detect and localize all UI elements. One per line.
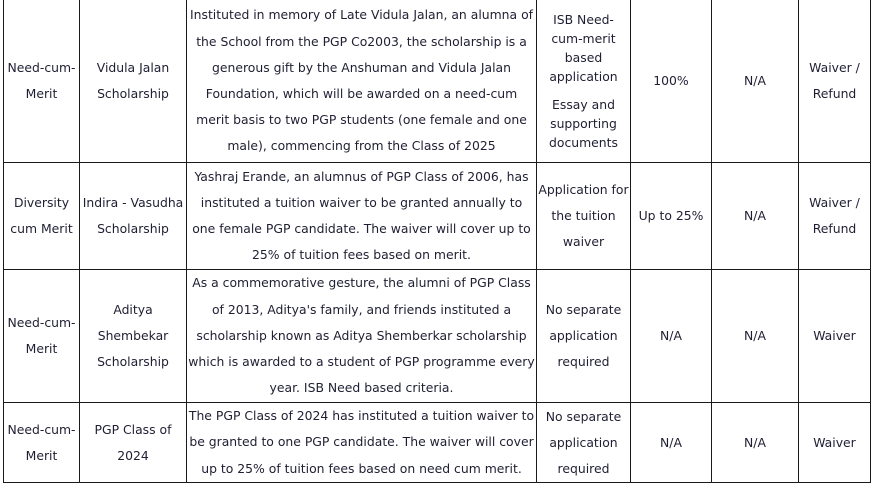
amount-cell: 100% bbox=[631, 0, 712, 163]
scholarship-name-cell: Aditya Shembekar Scholarship bbox=[80, 270, 187, 403]
scholarship-table bbox=[3, 0, 871, 483]
scholarship-name-cell: PGP Class of 2024 bbox=[80, 403, 187, 483]
amount-cell: Up to 25% bbox=[631, 163, 712, 270]
table-row bbox=[4, 270, 871, 403]
scholarship-name-cell: Indira - Vasudha Scholarship bbox=[80, 163, 187, 270]
amount-cell: N/A bbox=[631, 403, 712, 483]
column-six-cell: N/A bbox=[712, 0, 799, 163]
type-cell: Waiver / Refund bbox=[799, 163, 871, 270]
table-row bbox=[4, 403, 871, 483]
category-cell: Need-cum-Merit bbox=[4, 403, 80, 483]
description-cell: Instituted in memory of Late Vidula Jalan, an alumna of the School from the PGP Co2003, the scholarship is a generous gift by the Anshuman and Vidula Jalan Foundation, which will be awarded on a need-cum merit basis to two PGP students (one female and one male), commencing from the Class of 2025 bbox=[187, 0, 537, 163]
requirement-cell: No separate application required bbox=[537, 270, 631, 403]
table-row bbox=[4, 0, 871, 163]
requirement-extra-text: Essay and supporting documents bbox=[549, 96, 618, 150]
category-cell: Diversity cum Merit bbox=[4, 163, 80, 270]
column-six-cell: N/A bbox=[712, 403, 799, 483]
requirement-cell bbox=[537, 0, 631, 163]
amount-cell: N/A bbox=[631, 270, 712, 403]
column-six-cell: N/A bbox=[712, 163, 799, 270]
type-cell: Waiver / Refund bbox=[799, 0, 871, 163]
description-cell: As a commemorative gesture, the alumni of PGP Class of 2013, Aditya's family, and friends instituted a scholarship known as Aditya Shemberkar scholarship which is awarded to a student of PGP programme every year. ISB Need based criteria. bbox=[187, 270, 537, 403]
column-six-cell: N/A bbox=[712, 270, 799, 403]
requirement-text: ISB Need-cum-merit based application bbox=[549, 11, 618, 85]
scholarship-name-cell: Vidula Jalan Scholarship bbox=[80, 0, 187, 163]
type-cell: Waiver bbox=[799, 270, 871, 403]
description-cell: The PGP Class of 2024 has instituted a tuition waiver to be granted to one PGP candidate. The waiver will cover up to 25% of tuition fees based on need cum merit. bbox=[187, 403, 537, 483]
requirement-cell: No separate application required bbox=[537, 403, 631, 483]
category-cell: Need-cum-Merit bbox=[4, 0, 80, 163]
table-row bbox=[4, 163, 871, 270]
type-cell: Waiver bbox=[799, 403, 871, 483]
description-cell: Yashraj Erande, an alumnus of PGP Class of 2006, has instituted a tuition waiver to be granted annually to one female PGP candidate. The waiver will cover up to 25% of tuition fees based on merit. bbox=[187, 163, 537, 270]
category-cell: Need-cum-Merit bbox=[4, 270, 80, 403]
requirement-cell: Application for the tuition waiver bbox=[537, 163, 631, 270]
